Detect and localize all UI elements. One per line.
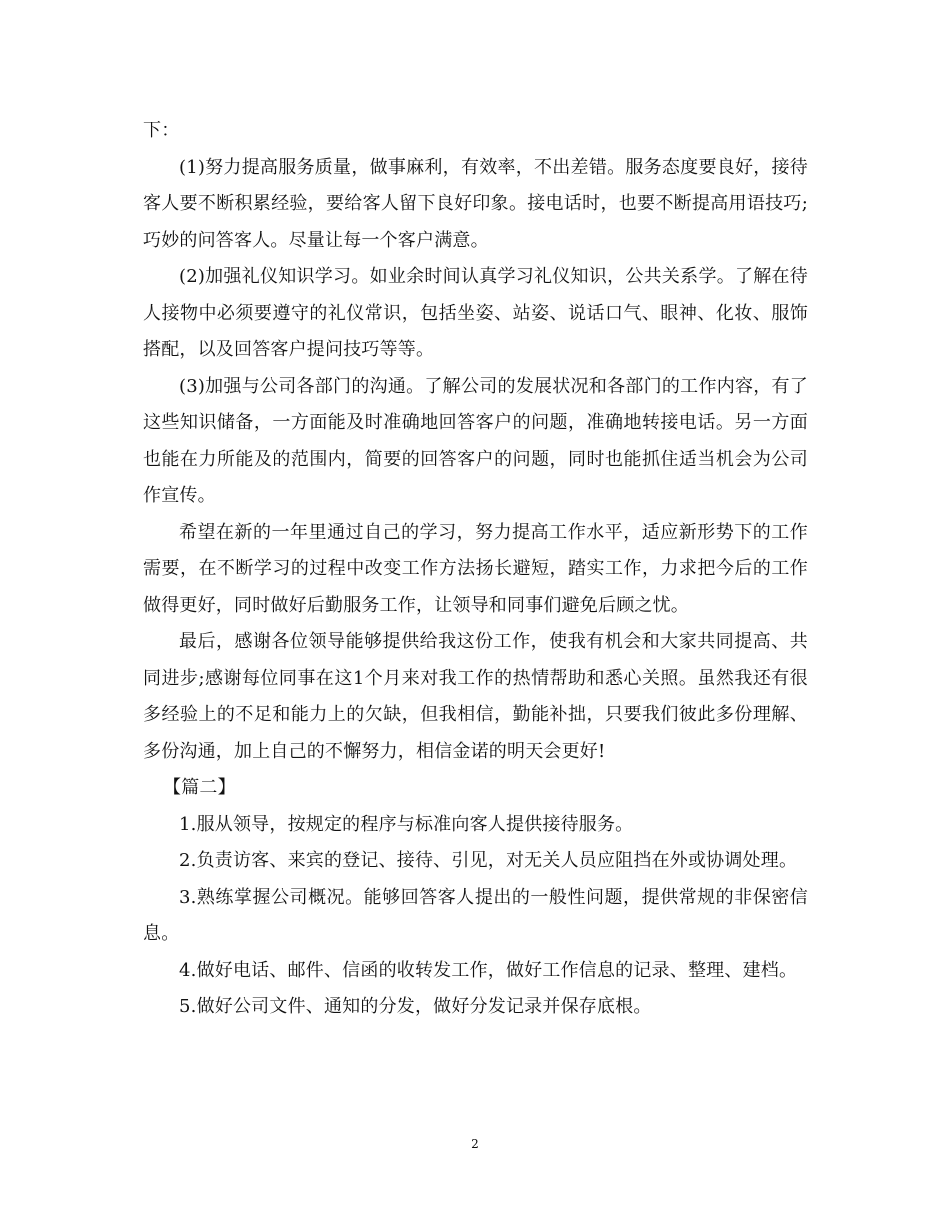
- duty-item-2: 2.负责访客、来宾的登记、接待、引见，对无关人员应阻挡在外或协调处理。: [179, 850, 798, 871]
- duty-item-3: 3.熟练掌握公司概况。能够回答客人提出的一般性问题，提供常规的非保密信息。: [143, 886, 808, 944]
- paragraph-item-3: (3)加强与公司各部门的沟通。了解公司的发展状况和各部门的工作内容，有了这些知识储备，一方面能及时准确地回答客户的问题，准确地转接电话。另一方面也能在力所能及的范围内，简要的回答客户的问题，同时也能抓住适当机会为公司作宣传。: [143, 375, 808, 506]
- duty-item-1: 1.服从领导，按规定的程序与标准向客人提供接待服务。: [179, 813, 634, 835]
- paragraph-continuation: 下：: [143, 120, 180, 141]
- document-body: [143, 113, 808, 1026]
- section-heading: 【篇二】: [163, 777, 236, 798]
- duty-item-4: 4.做好电话、邮件、信函的收转发工作，做好工作信息的记录、整理、建档。: [179, 959, 798, 981]
- paragraph-item-1: (1)努力提高服务质量，做事麻利，有效率，不出差错。服务态度要良好，接待客人要不断积累经验，要给客人留下良好印象。接电话时，也要不断提高用语技巧;巧妙的问答客人。尽量让每一个客户满意。: [143, 156, 808, 251]
- page-number: 2: [471, 1137, 479, 1151]
- paragraph-thanks: 最后，感谢各位领导能够提供给我这份工作，使我有机会和大家共同提高、共同进步;感谢每位同事在这1个月来对我工作的热情帮助和悉心关照。虽然我还有很多经验上的不足和能力上的欠缺，但我相信，勤能补拙，只要我们彼此多份理解、多份沟通，加上自己的不懈努力，相信金诺的明天会更好!: [143, 631, 808, 762]
- paragraph-hope: 希望在新的一年里通过自己的学习，努力提高工作水平，适应新形势下的工作需要，在不断学习的过程中改变工作方法扬长避短，踏实工作，力求把今后的工作做得更好，同时做好后勤服务工作，让领导和同事们避免后顾之忧。: [143, 521, 808, 616]
- paragraph-item-2: (2)加强礼仪知识学习。如业余时间认真学习礼仪知识，公共关系学。了解在待人接物中必须要遵守的礼仪常识，包括坐姿、站姿、说话口气、眼神、化妆、服饰搭配，以及回答客户提问技巧等等。: [143, 266, 808, 360]
- duty-item-5: 5.做好公司文件、通知的分发，做好分发记录并保存底根。: [179, 996, 652, 1017]
